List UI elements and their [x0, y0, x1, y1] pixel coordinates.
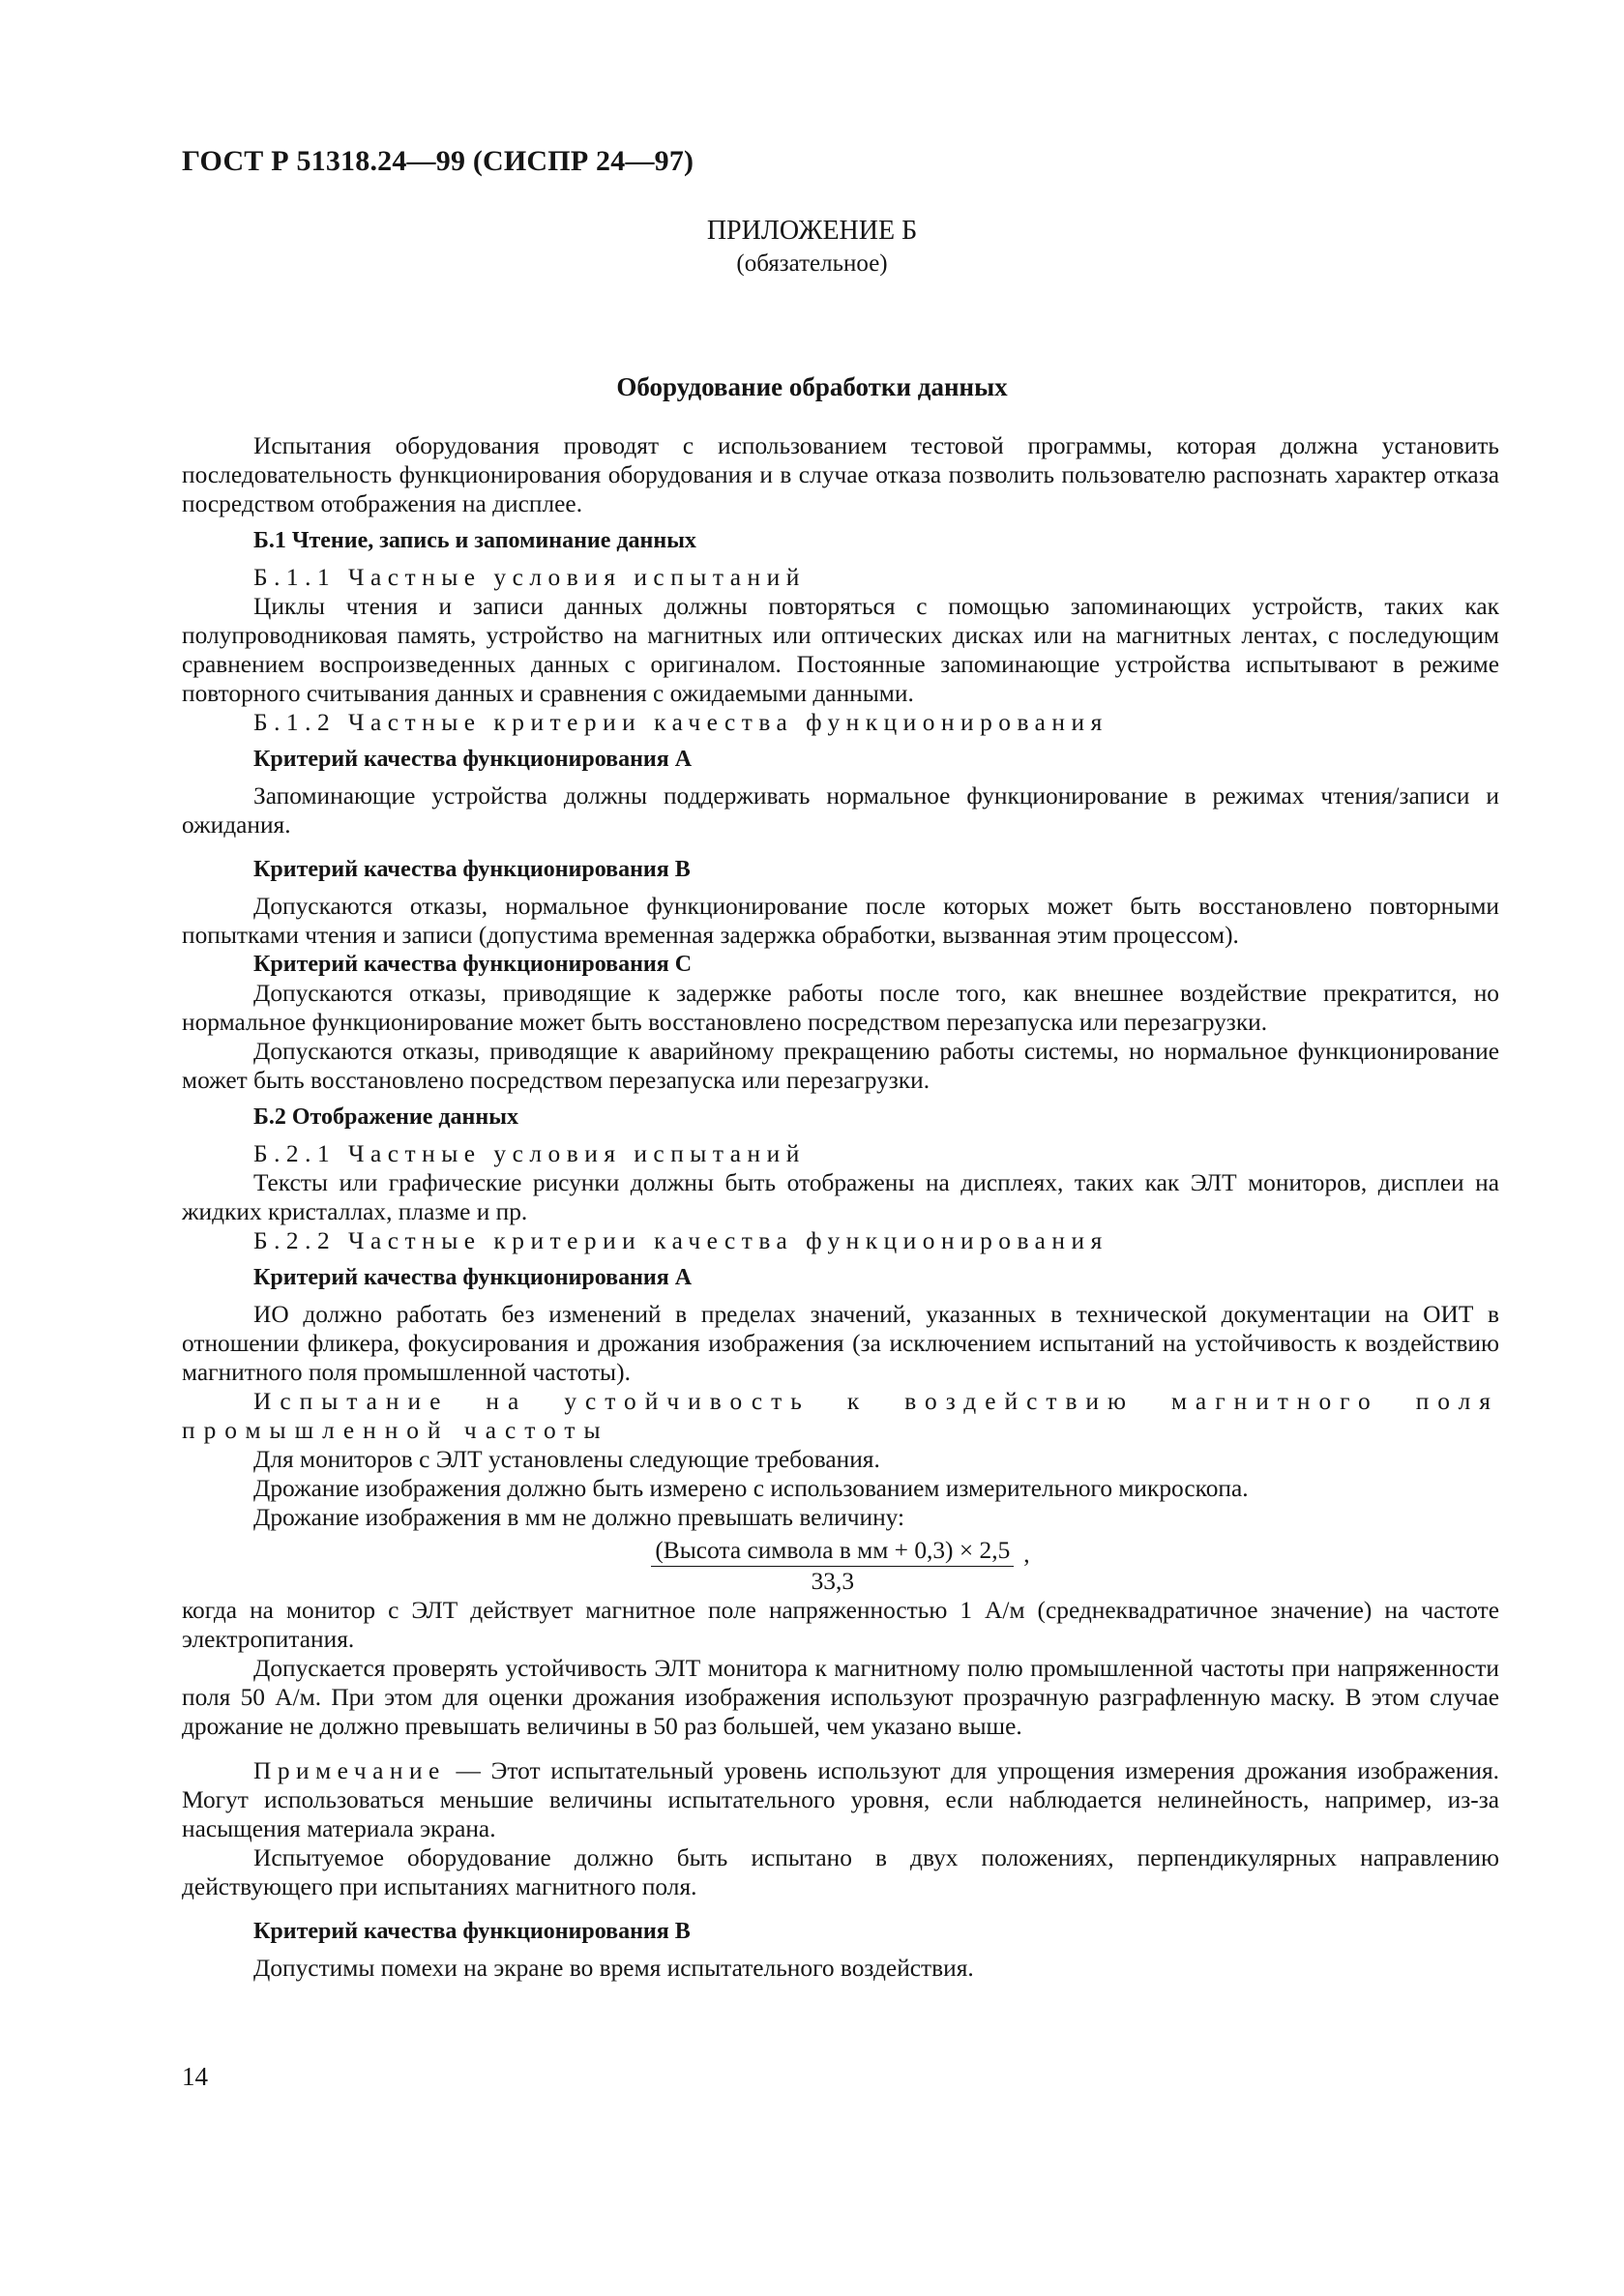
- formula-fraction: [651, 1536, 1014, 1596]
- note-label: Примечание: [253, 1757, 446, 1784]
- intro-paragraph: Испытания оборудования проводят с использованием тестовой программы, которая должна установить последовательность функционирования оборудования и в случае отказа позволить пользователю распознать характер отказа посредством отображения на дисплее.: [182, 432, 1499, 517]
- section-b21-text: Тексты или графические рисунки должны быть отображены на дисплеях, таких как ЭЛТ мониторов, дисплеи на жидких кристаллах, плазме и пр.: [182, 1169, 1499, 1225]
- test-positions-text: Испытуемое оборудование должно быть испытано в двух положениях, перпендикулярных направлению действующего при испытаниях магнитного поля.: [182, 1844, 1499, 1900]
- document-body: [182, 431, 1499, 1983]
- b2-criterion-a-heading: Критерий качества функционирования А: [253, 1265, 693, 1290]
- magnetic-field-test-heading: Испытание на устойчивость к воздействию магнитного поля промышленной частоты: [182, 1388, 1499, 1444]
- b1-criterion-c-heading: Критерий качества функционирования С: [253, 952, 693, 977]
- appendix-status: (обязательное): [736, 250, 888, 277]
- formula-comma: ,: [1023, 1541, 1030, 1568]
- section-b21-heading: Б.2.1 Частные условия испытаний: [253, 1140, 806, 1167]
- appendix-title: ПРИЛОЖЕНИЕ Б: [706, 216, 918, 246]
- formula-denominator: 33,3: [811, 1568, 855, 1595]
- after-formula-text: когда на монитор с ЭЛТ действует магнитное поле напряженностью 1 А/м (среднеквадратичное значение) на частоте электропитания.: [182, 1597, 1499, 1653]
- b1-criterion-c-text-1: Допускаются отказы, приводящие к задержке работы после того, как внешнее воздействие прекратится, но нормальное функционирование может быть восстановлено посредством перезапуска или перезагрузки.: [182, 980, 1499, 1036]
- document-title: Оборудование обработки данных: [616, 372, 1008, 401]
- jitter-formula: [182, 1536, 1499, 1596]
- b1-criterion-b-text: Допускаются отказы, нормальное функционирование после которых может быть восстановлено повторными попытками чтения и записи (допустима временная задержка обработки, вызванная этим процессом).: [182, 893, 1499, 949]
- section-b11-text: Циклы чтения и записи данных должны повторяться с помощью запоминающих устройств, таких как полупроводниковая память, устройство на магнитных или оптических дисках или на магнитных лентах, с последующим сравнением воспроизведенных данных с оригиналом. Постоянные запоминающие устройства испытывают в режиме повторного считывания данных и сравнения с ожидаемыми данными.: [182, 593, 1499, 707]
- section-b11-heading: Б.1.1 Частные условия испытаний: [253, 564, 806, 591]
- note-text: — Этот испытательный уровень используют для упрощения измерения дрожания изображения. Могут использоваться меньшие величины испытательного уровня, если наблюдается нелинейность, например, из-за насыщения материала экрана.: [182, 1757, 1499, 1842]
- allowed-check-text: Допускается проверять устойчивость ЭЛТ монитора к магнитному полю промышленной частоты при напряженности поля 50 А/м. При этом для оценки дрожания изображения используют прозрачную разграфленную маску. В этом случае дрожание не должно превышать величины в 50 раз большей, чем указано выше.: [182, 1655, 1499, 1740]
- jitter-limit-line: Дрожание изображения в мм не должно превышать величину:: [253, 1504, 905, 1531]
- page-number: 14: [182, 2062, 208, 2091]
- b2-criterion-b-text: Допустимы помехи на экране во время испытательного воздействия.: [253, 1955, 974, 1982]
- section-b12-heading: Б.1.2 Частные критерии качества функционирования: [253, 709, 1108, 736]
- b2-criterion-a-text: ИО должно работать без изменений в пределах значений, указанных в технической документации на ОИТ в отношении фликера, фокусирования и дрожания изображения (за исключением испытаний на устойчивость к воздействию магнитного поля промышленной частоты).: [182, 1301, 1499, 1386]
- b2-criterion-b-heading: Критерий качества функционирования В: [253, 1919, 691, 1944]
- jitter-measurement-line: Дрожание изображения должно быть измерено с использованием измерительного микроскопа.: [253, 1475, 1249, 1502]
- b1-criterion-c-text-2: Допускаются отказы, приводящие к аварийному прекращению работы системы, но нормальное функционирование может быть восстановлено посредством перезапуска или перезагрузки.: [182, 1038, 1499, 1094]
- formula-numerator: (Высота символа в мм + 0,3) × 2,5: [651, 1536, 1014, 1567]
- b1-criterion-b-heading: Критерий качества функционирования В: [253, 857, 691, 882]
- section-b22-heading: Б.2.2 Частные критерии качества функционирования: [253, 1227, 1108, 1254]
- b1-criterion-a-heading: Критерий качества функционирования А: [253, 747, 693, 772]
- note-paragraph: [182, 1756, 1499, 1843]
- section-b2-heading: Б.2 Отображение данных: [253, 1104, 518, 1130]
- appendix-heading: [0, 215, 1624, 280]
- b1-criterion-a-text: Запоминающие устройства должны поддерживать нормальное функционирование в режимах чтения/записи и ожидания.: [182, 782, 1499, 839]
- standard-header: ГОСТ Р 51318.24—99 (СИСПР 24—97): [182, 145, 694, 177]
- crt-requirements-line: Для мониторов с ЭЛТ установлены следующие требования.: [253, 1446, 880, 1473]
- section-b1-heading: Б.1 Чтение, запись и запоминание данных: [253, 528, 696, 553]
